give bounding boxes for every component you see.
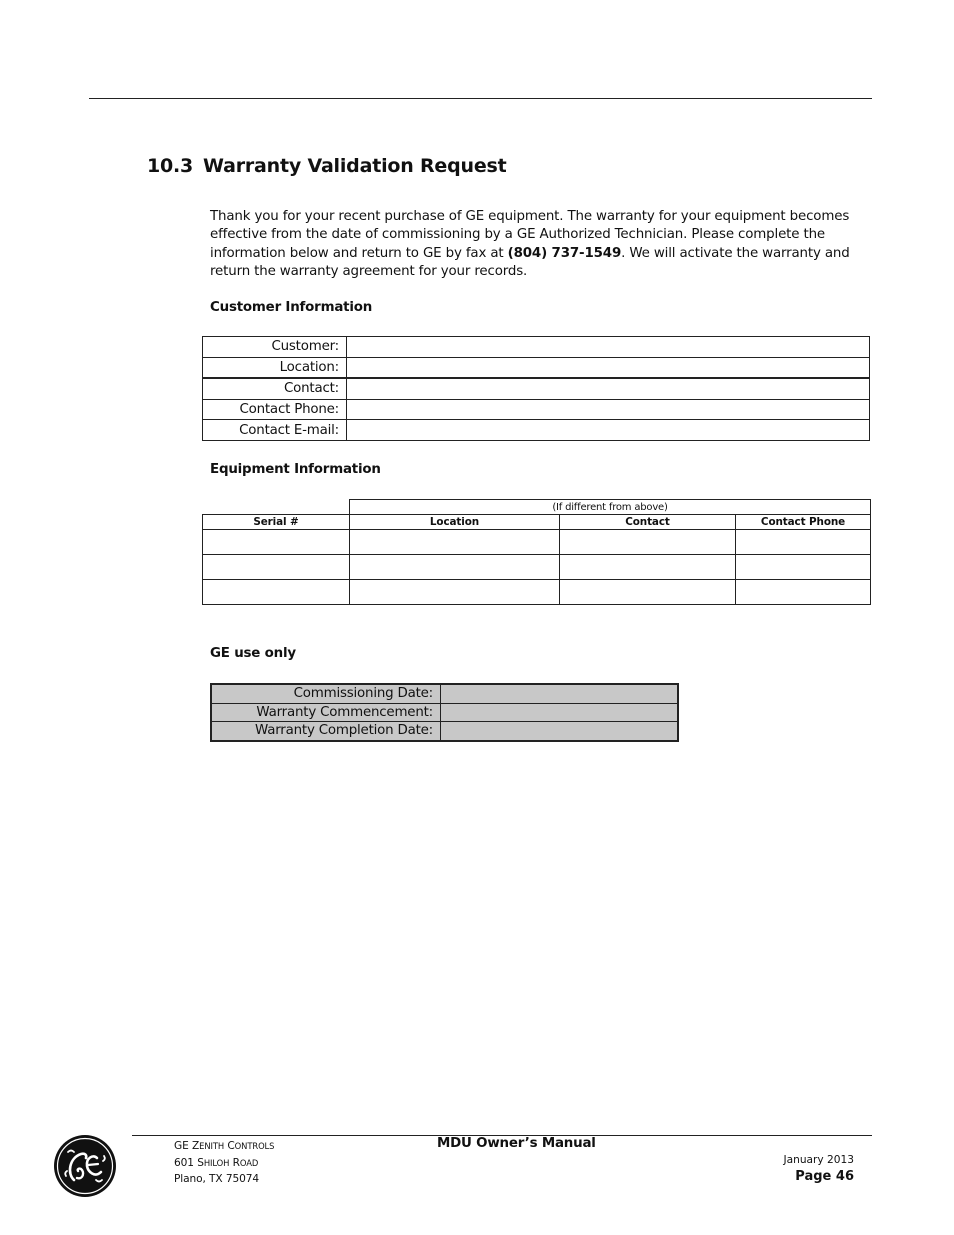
contact-email-input-cell[interactable] — [347, 420, 870, 441]
equipment-info-heading: Equipment Information — [210, 462, 381, 477]
manual-title: MDU Owner’s Manual — [437, 1136, 596, 1151]
table-row — [203, 399, 870, 420]
table-header-row — [203, 515, 871, 530]
contact-input-cell[interactable] — [347, 378, 870, 399]
col-contact: Contact — [560, 515, 736, 530]
blank-cell — [203, 500, 350, 515]
contact-cell[interactable] — [560, 580, 736, 605]
col-serial: Serial # — [203, 515, 350, 530]
section-number: 10.3 — [147, 155, 194, 177]
contact-label: Contact: — [203, 378, 347, 399]
document-date: January 2013 — [783, 1154, 854, 1166]
contact-phone-input-cell[interactable] — [347, 399, 870, 420]
table-row — [203, 555, 871, 580]
section-title — [147, 155, 507, 177]
ge-use-table — [210, 683, 679, 742]
serial-cell[interactable] — [203, 530, 350, 555]
serial-cell[interactable] — [203, 555, 350, 580]
table-row — [203, 378, 870, 399]
location-cell[interactable] — [350, 530, 560, 555]
serial-cell[interactable] — [203, 580, 350, 605]
commissioning-date-label: Commissioning Date: — [211, 684, 441, 703]
warranty-completion-cell[interactable] — [441, 722, 679, 741]
contact-cell[interactable] — [560, 555, 736, 580]
different-note: (If different from above) — [350, 500, 871, 515]
customer-label: Customer: — [203, 337, 347, 358]
customer-info-heading: Customer Information — [210, 300, 373, 315]
warranty-completion-label: Warranty Completion Date: — [211, 722, 441, 741]
location-cell[interactable] — [350, 555, 560, 580]
table-row — [203, 357, 870, 378]
warranty-commencement-label: Warranty Commencement: — [211, 703, 441, 722]
table-row — [211, 722, 678, 741]
table-row — [203, 530, 871, 555]
company-address — [174, 1138, 274, 1188]
commissioning-date-cell[interactable] — [441, 684, 679, 703]
table-row — [211, 684, 678, 703]
location-label: Location: — [203, 357, 347, 378]
equipment-info-table — [202, 499, 871, 605]
ge-use-heading: GE use only — [210, 646, 296, 661]
table-row — [203, 337, 870, 358]
contact-email-label: Contact E-mail: — [203, 420, 347, 441]
contact-phone-cell[interactable] — [736, 555, 871, 580]
page-number: Page 46 — [795, 1169, 854, 1184]
customer-info-table — [202, 336, 870, 441]
table-row — [203, 580, 871, 605]
location-input-cell[interactable] — [347, 357, 870, 378]
table-row — [203, 500, 871, 515]
warranty-commencement-cell[interactable] — [441, 703, 679, 722]
customer-input-cell[interactable] — [347, 337, 870, 358]
contact-phone-cell[interactable] — [736, 580, 871, 605]
company-name: GE ZENITH CONTROLS — [174, 1140, 275, 1152]
table-row — [203, 420, 870, 441]
street-address: 601 SHILOH ROAD — [174, 1156, 259, 1169]
contact-phone-label: Contact Phone: — [203, 399, 347, 420]
col-location: Location — [350, 515, 560, 530]
section-title-text: Warranty Validation Request — [203, 155, 507, 177]
ge-monogram-logo-icon — [53, 1134, 117, 1198]
intro-text-1: Thank you for your recent purchase of GE equipment. The warranty for your equipment becomes effective from the date of commissioning by a GE Authorized Technician. Please complete the information below and return to GE by fax at — [210, 209, 850, 261]
table-row — [211, 703, 678, 722]
fax-number: (804) 737-1549 — [507, 245, 622, 261]
contact-cell[interactable] — [560, 530, 736, 555]
intro-paragraph — [210, 208, 870, 281]
location-cell[interactable] — [350, 580, 560, 605]
intro-text-2: . We will activate the warranty and return the warranty agreement for your records. — [210, 245, 850, 279]
header-rule — [89, 98, 872, 99]
col-contact-phone: Contact Phone — [736, 515, 871, 530]
city-address: Plano, TX 75074 — [174, 1173, 260, 1185]
contact-phone-cell[interactable] — [736, 530, 871, 555]
